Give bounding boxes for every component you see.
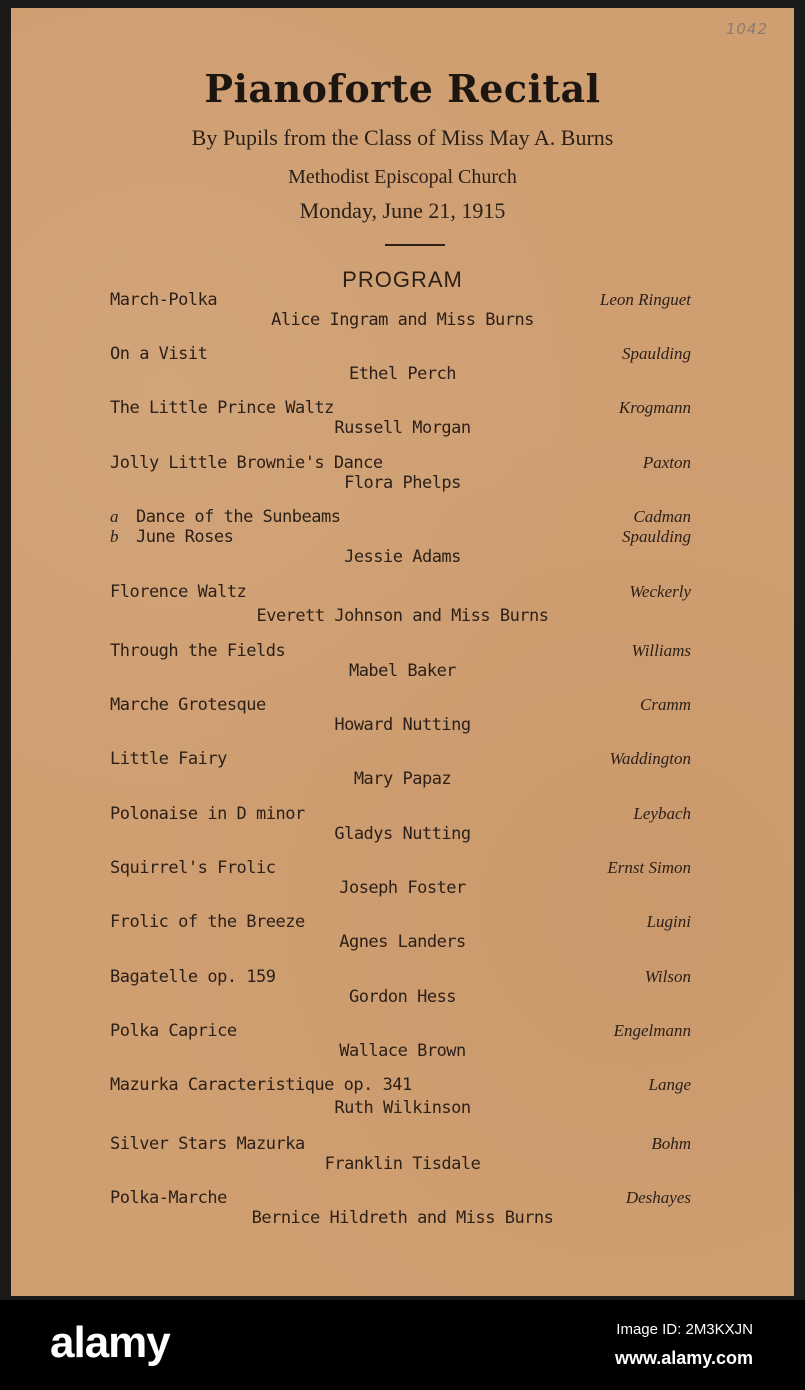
performer-name: Alice Ingram and Miss Burns — [271, 310, 534, 330]
piece-title: Mazurka Caracteristique op. 341 — [110, 1075, 412, 1095]
performer-name: Everett Johnson and Miss Burns — [256, 606, 549, 626]
pencil-annotation: 1042 — [725, 20, 768, 38]
site-url: www.alamy.com — [614, 1348, 753, 1368]
alamy-logo: alamy — [50, 1318, 170, 1367]
composer-name: Deshayes — [625, 1188, 691, 1207]
program-entry-double — [11, 507, 794, 577]
composer-name: Paxton — [642, 453, 691, 472]
program-entry — [11, 344, 794, 394]
composer-name: Spaulding — [622, 344, 691, 363]
piece-title-text: Dance of the Sunbeams — [136, 507, 341, 527]
piece-title: March-Polka — [110, 290, 218, 310]
composer-name: Krogmann — [618, 398, 691, 417]
image-id: Image ID: 2M3KXJN — [616, 1321, 753, 1338]
venue: Methodist Episcopal Church — [288, 166, 517, 188]
piece-title: Little Fairy — [110, 749, 227, 769]
piece-title: Polka Caprice — [110, 1021, 237, 1041]
piece-title-text: June Roses — [136, 527, 234, 547]
piece-title: Jolly Little Brownie's Dance — [110, 453, 383, 473]
program-entry — [11, 453, 794, 503]
program-entry — [11, 1075, 794, 1131]
composer-name: Cramm — [639, 695, 691, 714]
piece-title: Polka-Marche — [110, 1188, 227, 1208]
piece-title: Silver Stars Mazurka — [110, 1134, 305, 1154]
program-entry — [11, 912, 794, 962]
performer-name: Russell Morgan — [334, 418, 471, 438]
program-entry — [11, 398, 794, 448]
performer-name: Bernice Hildreth and Miss Burns — [251, 1208, 554, 1228]
program-entry — [11, 641, 794, 691]
program-entry — [11, 582, 794, 638]
program-entry — [11, 967, 794, 1017]
performer-name: Wallace Brown — [339, 1041, 466, 1061]
program-entry — [11, 290, 794, 340]
piece-title-b — [110, 527, 233, 547]
composer-name-b: Spaulding — [622, 527, 691, 546]
performer-name: Mabel Baker — [348, 661, 457, 681]
item-marker: a — [110, 507, 118, 526]
item-marker: b — [110, 527, 118, 546]
composer-name: Wilson — [644, 967, 691, 986]
piece-title: The Little Prince Waltz — [110, 398, 334, 418]
performer-name: Ethel Perch — [348, 364, 457, 384]
piece-title: Frolic of the Breeze — [110, 912, 305, 932]
composer-name: Leybach — [633, 804, 691, 823]
page-title: Pianoforte Recital — [204, 66, 601, 111]
performer-name: Joseph Foster — [339, 878, 466, 898]
event-date: Monday, June 21, 1915 — [299, 198, 506, 223]
composer-name: Lange — [648, 1075, 691, 1094]
composer-name-a: Cadman — [633, 507, 691, 526]
program-entry — [11, 1021, 794, 1071]
image-info — [615, 1316, 753, 1372]
program-entry — [11, 1188, 794, 1238]
composer-name: Waddington — [609, 749, 691, 768]
piece-title: Polonaise in D minor — [110, 804, 305, 824]
recital-program-sheet — [11, 8, 794, 1296]
composer-name: Weckerly — [629, 582, 691, 601]
piece-title: Through the Fields — [110, 641, 286, 661]
composer-name: Leon Ringuet — [599, 290, 691, 309]
subtitle: By Pupils from the Class of Miss May A. Burns — [191, 125, 614, 150]
piece-title: Squirrel's Frolic — [110, 858, 276, 878]
program-entry — [11, 749, 794, 799]
piece-title: On a Visit — [110, 344, 208, 364]
program-list — [11, 8, 794, 1296]
performer-name: Franklin Tisdale — [324, 1154, 481, 1174]
performer-name: Howard Nutting — [334, 715, 471, 735]
program-entry — [11, 1134, 794, 1184]
piece-title: Florence Waltz — [110, 582, 247, 602]
performer-name: Mary Papaz — [353, 769, 452, 789]
composer-name: Ernst Simon — [607, 858, 691, 877]
program-entry — [11, 695, 794, 745]
composer-name: Williams — [631, 641, 691, 660]
composer-name: Lugini — [646, 912, 691, 931]
piece-title-a — [110, 507, 340, 527]
performer-name: Gordon Hess — [348, 987, 457, 1007]
performer-name: Flora Phelps — [344, 473, 461, 493]
stock-footer — [0, 1300, 805, 1390]
performer-name: Agnes Landers — [339, 932, 466, 952]
piece-title: Marche Grotesque — [110, 695, 266, 715]
program-entry — [11, 804, 794, 854]
composer-name: Bohm — [651, 1134, 691, 1153]
composer-name: Engelmann — [613, 1021, 691, 1040]
performer-name: Gladys Nutting — [334, 824, 471, 844]
program-entry — [11, 858, 794, 908]
piece-title: Bagatelle op. 159 — [110, 967, 276, 987]
program-heading: PROGRAM — [342, 267, 463, 292]
performer-name: Jessie Adams — [344, 547, 461, 567]
performer-name: Ruth Wilkinson — [334, 1098, 471, 1118]
